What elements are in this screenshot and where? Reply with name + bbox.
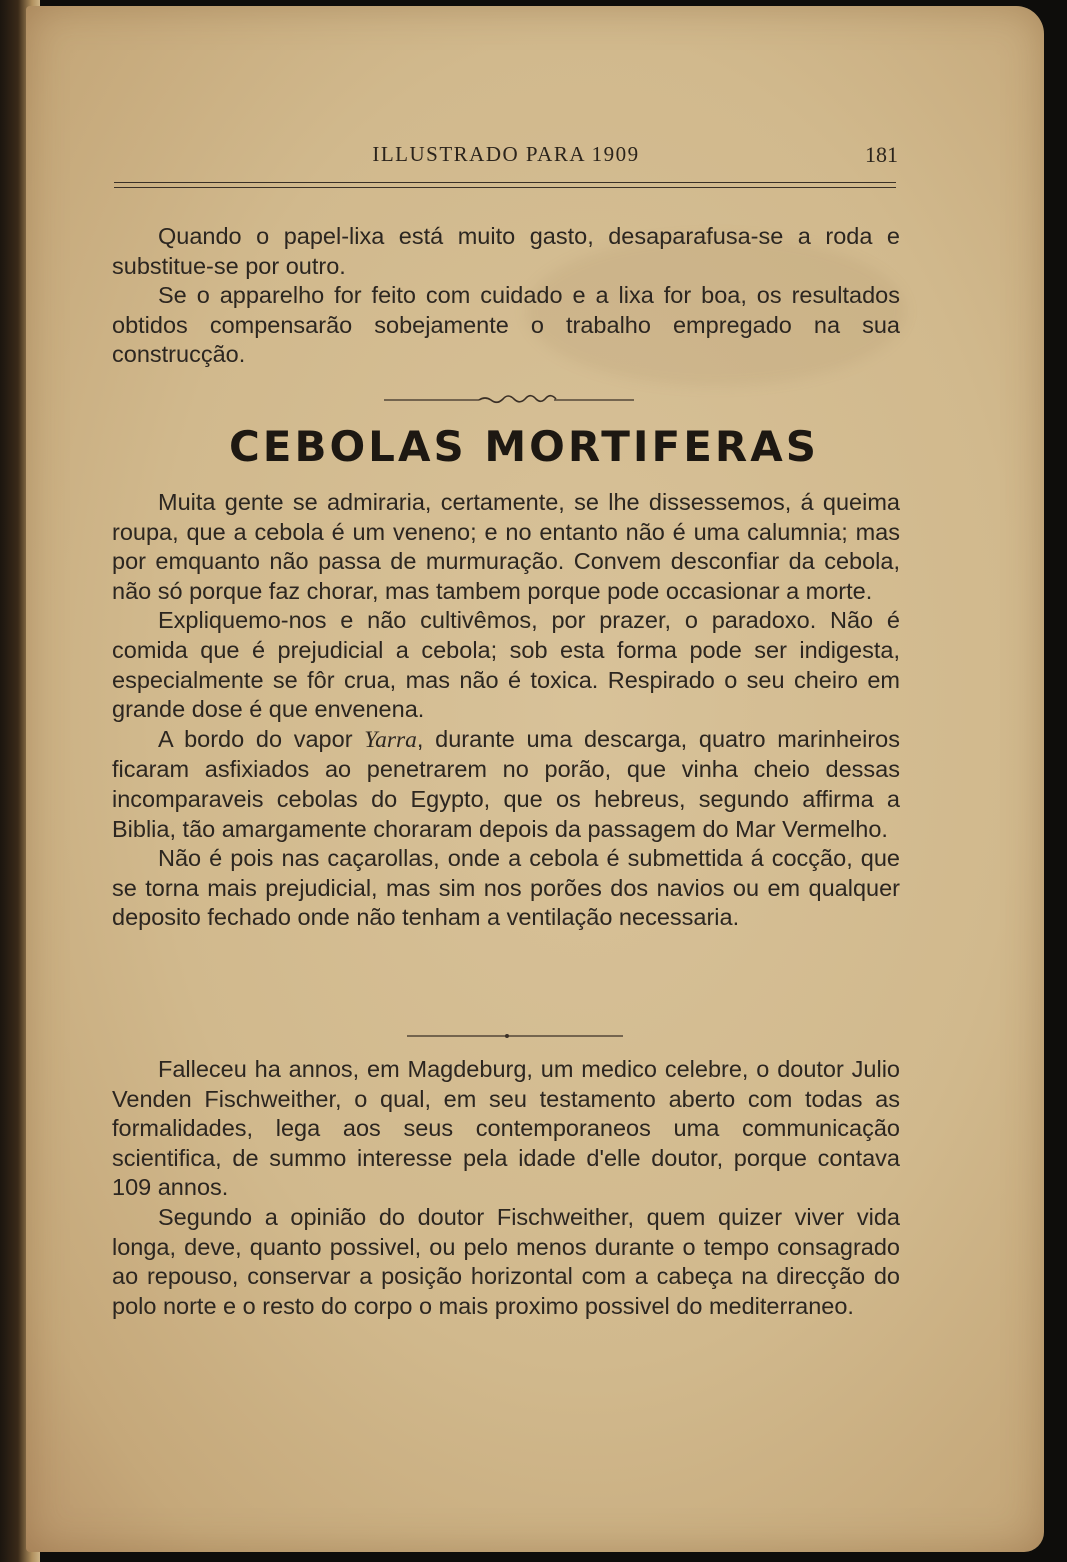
article-paragraph: Não é pois nas caçarollas, onde a cebola é submettida á cocção, que se torna mais prejudicial, mas sim nos porões dos navios ou em qualquer deposito fechado onde não tenham a ventilação necessaria.: [112, 845, 900, 931]
intro-paragraph: Se o apparelho for feito com cuidado e a lixa for boa, os resultados obtidos compensarão sobejamente o trabalho empregado na sua construcção.: [112, 282, 900, 368]
ship-text-before: A bordo do vapor: [158, 725, 365, 752]
running-title: ILLUSTRADO PARA 1909: [372, 142, 640, 166]
second-article-body: [112, 1055, 900, 1321]
running-head: [114, 142, 898, 172]
header-rule: [114, 182, 896, 188]
article-body: [112, 488, 900, 933]
intro-paragraph: Quando o papel-lixa está muito gasto, desaparafusa-se a roda e substitue-se por outro.: [112, 223, 900, 279]
article-paragraph: Falleceu ha annos, em Magdeburg, um medico celebre, o doutor Julio Venden Fischweither, o qual, em seu testamento aberto com todas as formalidades, lega aos seus contemporaneos uma communicação scientifica, de summo interesse pela idade d'elle doutor, porque contava 109 annos.: [112, 1056, 900, 1201]
intro-text: [112, 222, 900, 370]
article-heading: CEBOLAS MORTIFERAS: [228, 422, 820, 471]
article-paragraph: Expliquemo-nos e não cultivêmos, por prazer, o paradoxo. Não é comida que é prejudicial a cebola; sob esta forma pode ser indigesta, especialmente se fôr crua, mas não é toxica. Respirado o seu cheiro em grande dose é que envenena.: [112, 607, 900, 723]
article-paragraph: Segundo a opinião do doutor Fischweither, quem quizer viver vida longa, deve, quanto possivel, ou pelo menos durante o tempo consagrado ao repouso, conservar a posição horizontal com a cabeça na direcção do polo norte e o resto do corpo o mais proximo possivel do mediterraneo.: [112, 1203, 900, 1319]
ship-text-after: , durante uma descarga, quatro marinheiros ficaram asfixiados ao penetrarem no porão, que vinha cheio dessas incomparaveis cebolas do Egypto, que os hebreus, segundo affirma a Biblia, tão amargamente choraram depois da passagem do Mar Vermelho.: [112, 725, 900, 842]
section-divider: [407, 1032, 623, 1040]
ornament-divider: [384, 392, 634, 408]
ship-name: Yarra: [364, 726, 417, 753]
article-paragraph: Muita gente se admiraria, certamente, se lhe dissessemos, á queima roupa, que a cebola é um veneno; e no entanto não é uma calumnia; mas por emquanto não passa de murmuração. Convem desconfiar da cebola, não só porque faz chorar, mas tambem porque pode occasionar a morte.: [112, 489, 900, 604]
article-paragraph: [112, 725, 900, 844]
page-number: 181: [865, 142, 898, 167]
